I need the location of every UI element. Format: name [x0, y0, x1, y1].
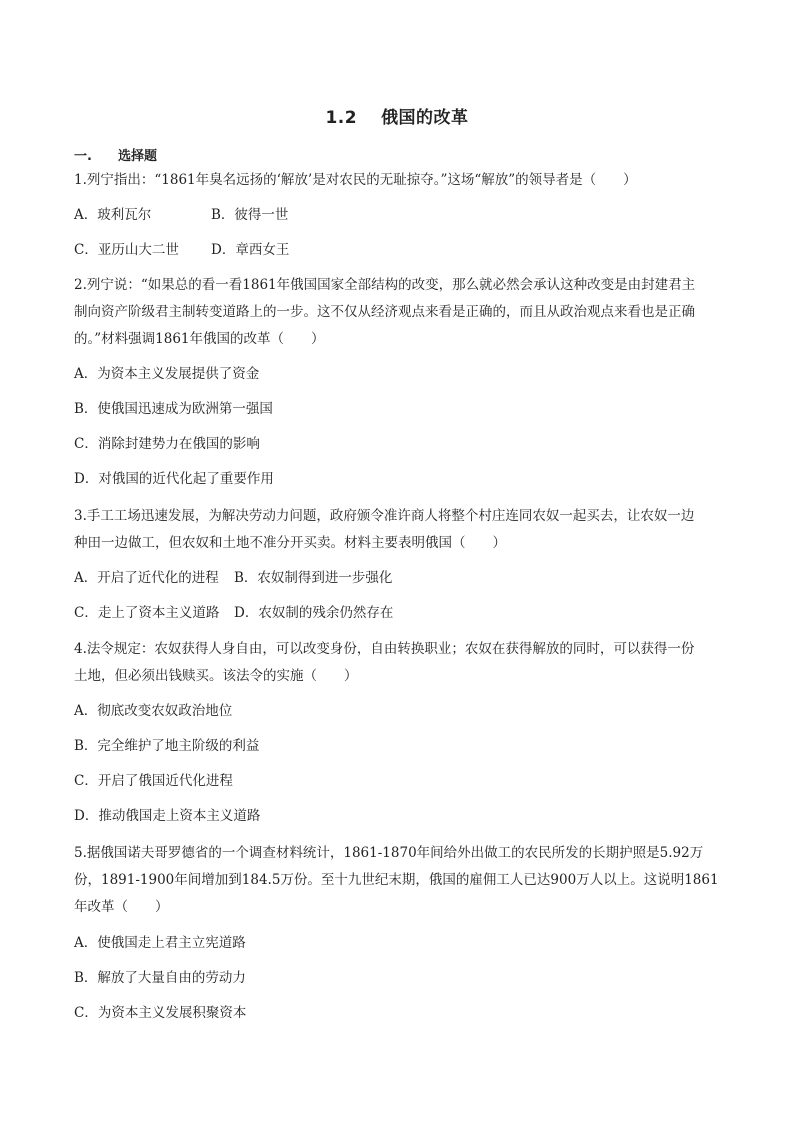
q5-stem-line1: 5.据俄国诺夫哥罗德省的一个调查材料统计，1861-1870年间给外出做工的农民所发的长期护照是5.92万 [74, 845, 704, 861]
q2-option-a: A．为资本主义发展提供了资金 [74, 366, 260, 382]
q2-option-b: B．使俄国迅速成为欧洲第一强国 [74, 401, 273, 417]
q4-stem-line1: 4.法令规定：农奴获得人身自由，可以改变身份，自由转换职业；农奴在获得解放的同时，可以获得一份 [74, 641, 695, 657]
q1-stem: 1.列宁指出：“1861年臭名远扬的‘解放’是对农民的无耻掠夺。”这场“解放”的领导者是（ ） [74, 172, 637, 188]
q2-stem-line3: 的。”材料强调1861年俄国的改革（ ） [74, 331, 325, 347]
q4-stem-line2: 土地，但必须出钱赎买。该法令的实施（ ） [74, 668, 358, 684]
q4-option-d: D．推动俄国走上资本主义道路 [74, 808, 261, 824]
q4-option-a: A．彻底改变农奴政治地位 [74, 703, 233, 719]
q5-option-a: A．使俄国走上君主立宪道路 [74, 935, 246, 951]
q3-stem-line1: 3.手工工场迅速发展，为解决劳动力问题，政府颁令准许商人将整个村庄连同农奴一起买去，让农奴一边 [74, 508, 695, 524]
q4-option-b: B．完全维护了地主阶级的利益 [74, 738, 260, 754]
q3-option-a: A．开启了近代化的进程 [74, 570, 219, 586]
q1-options-ab [74, 203, 288, 223]
q1-option-d: D．章西女王 [211, 242, 290, 258]
q3-stem-line2: 种田一边做工，但农奴和土地不准分开买卖。材料主要表明俄国（ ） [74, 535, 506, 551]
q5-option-c: C．为资本主义发展积聚资本 [74, 1005, 247, 1021]
q3-option-d: D．农奴制的残余仍然存在 [234, 605, 394, 621]
page-title [0, 103, 794, 128]
section-heading [74, 145, 157, 164]
q3-option-b: B．农奴制得到进一步强化 [234, 570, 393, 586]
q5-stem-line3: 年改革（ ） [74, 899, 169, 915]
lesson-title: 俄国的改革 [381, 108, 469, 128]
q1-option-c: C．亚历山大二世 [74, 242, 179, 258]
q5-stem-line2: 份，1891-1900年间增加到184.5万份。至十九世纪末期，俄国的雇佣工人已达900万人以上。这说明1861 [74, 872, 719, 888]
section-label: 选择题 [118, 149, 158, 164]
q2-stem-line2: 制向资产阶级君主制转变道路上的一步。这不仅从经济观点来看是正确的，而且从政治观点来看也是正确 [74, 304, 695, 320]
q5-option-b: B．解放了大量自由的劳动力 [74, 970, 246, 986]
q1-option-a: A．玻利瓦尔 [74, 207, 152, 223]
q2-stem-line1: 2.列宁说：“如果总的看一看1861年俄国国家全部结构的改变，那么就必然会承认这种改变是由封建君主 [74, 277, 696, 293]
q3-option-c: C．走上了资本主义道路 [74, 605, 220, 621]
q2-option-c: C．消除封建势力在俄国的影响 [74, 436, 260, 452]
q3-options-ab [74, 566, 392, 586]
q4-option-c: C．开启了俄国近代化进程 [74, 773, 233, 789]
section-index: 一. [74, 149, 92, 164]
q1-option-b: B．彼得一世 [211, 207, 289, 223]
lesson-number: 1.2 [325, 108, 358, 128]
q2-option-d: D．对俄国的近代化起了重要作用 [74, 471, 274, 487]
q3-options-cd [74, 601, 393, 621]
q1-options-cd [74, 238, 289, 258]
